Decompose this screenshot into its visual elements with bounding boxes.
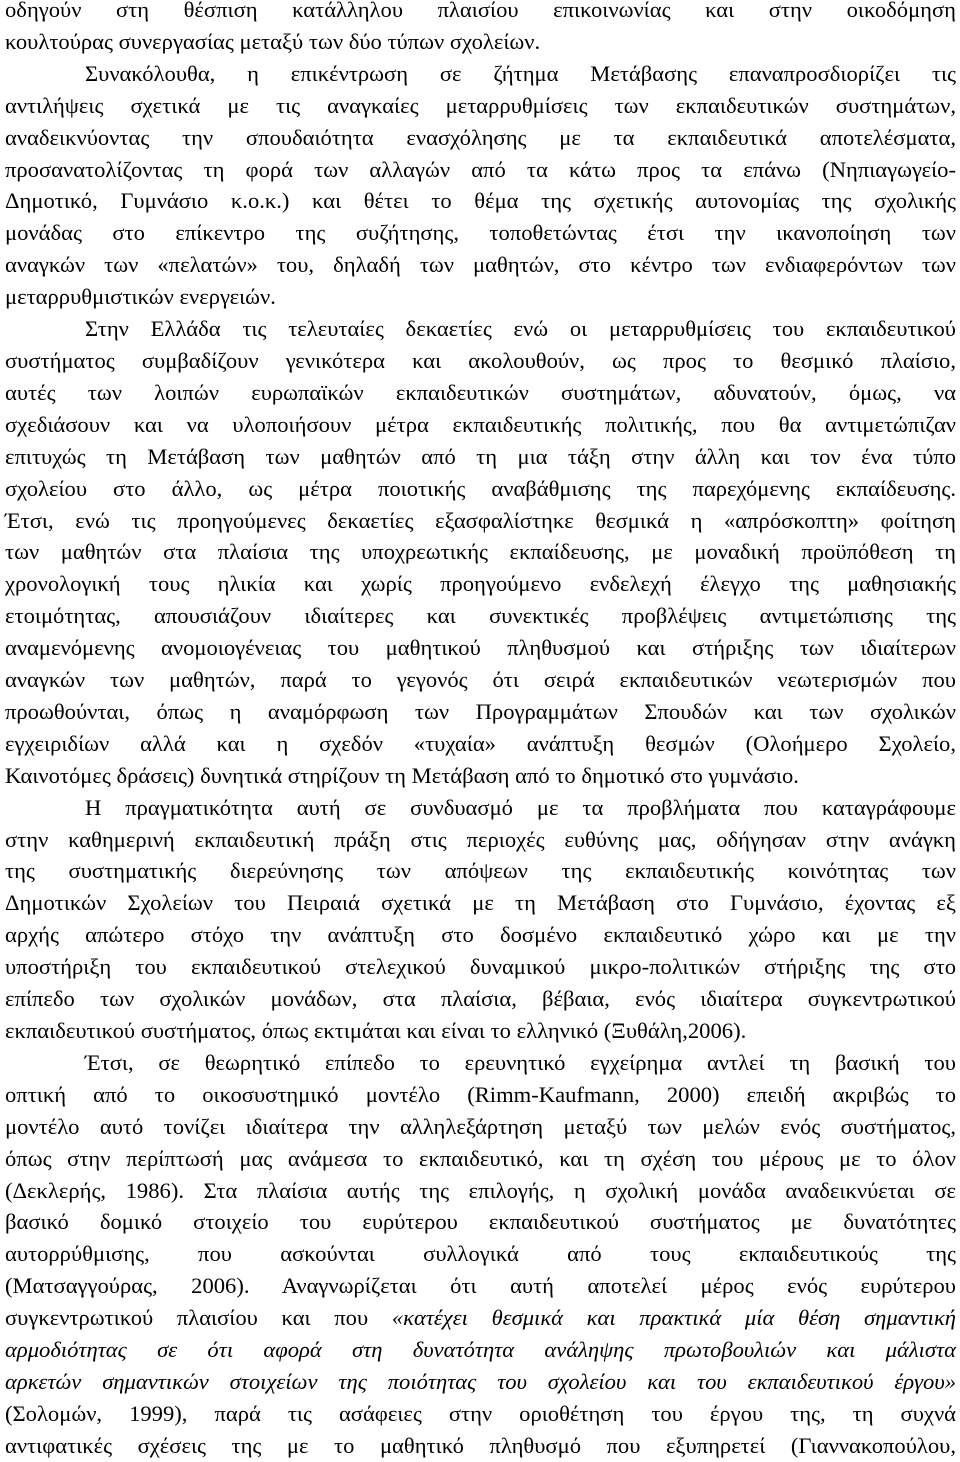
quote-italic: αρμοδιότητας σε ότι αφορά στη δυνατότητα ανάληψης πρωτοβουλιών και μάλιστα bbox=[5, 1337, 956, 1363]
text-line: (Δεκλερής, 1986). Στα πλαίσια αυτής της επιλογής, η σχολική μονάδα αναδεικνύεται σε bbox=[5, 1177, 956, 1203]
text-line: στην καθημερινή εκπαιδευτική πράξη στις περιοχές ευθύνης μας, οδήγησαν στην ανάγκη bbox=[5, 826, 956, 852]
text-line-with-quote bbox=[5, 1302, 956, 1334]
text-line: οδηγούν στη θέσπιση κατάλληλου πλαισίου επικοινωνίας και στην οικοδόμηση bbox=[5, 0, 956, 22]
text-line: επίπεδο των σχολικών μονάδων, στα πλαίσια, βέβαια, ενός ιδιαίτερα συγκεντρωτικού bbox=[5, 986, 956, 1012]
paragraph-theoretical-framework bbox=[5, 1047, 956, 1462]
text-line: χρονολογική τους ηλικία και χωρίς προηγούμενο ενδελεχή έλεγχο της μαθησιακής bbox=[5, 571, 956, 597]
text-line: επιτυχώς τη Μετάβαση των μαθητών από τη μια τάξη στην άλλη και τον ένα τύπο bbox=[5, 443, 956, 469]
quote-italic: αρκετών σημαντικών στοιχείων της ποιότητας του σχολείου και του εκπαιδευτικού έργου» bbox=[5, 1368, 956, 1394]
text-line: αυτές των λοιπών ευρωπαϊκών εκπαιδευτικών συστημάτων, αδυνατούν, όμως, να bbox=[5, 379, 956, 405]
text-line: βασικό δομικό στοιχείο του ευρύτερου εκπαιδευτικού συστήματος με δυνατότητες bbox=[5, 1209, 956, 1235]
text-line: σχεδιάσουν και να υλοποιήσουν μέτρα εκπαιδευτικής πολιτικής, που θα αντιμετώπιζαν bbox=[5, 411, 956, 437]
text-line: προσανατολίζοντας τη φορά των αλλαγών από τα κάτω προς τα επάνω (Νηπιαγωγείο- bbox=[5, 156, 956, 182]
text-line-italic bbox=[5, 1334, 956, 1366]
text-line: κουλτούρας συνεργασίας μεταξύ των δύο τύπων σχολείων. bbox=[5, 28, 541, 54]
text-line: Δημοτικών Σχολείων του Πειραιά σχετικά με τη Μετάβαση στο Γυμνάσιο, έχοντας εξ bbox=[5, 890, 956, 916]
text-line: των μαθητών στα πλαίσια της υποχρεωτικής εκπαίδευσης, με μοναδική προϋπόθεση τη bbox=[5, 539, 956, 565]
text-line: σχολείου στο άλλο, ως μέτρα ποιοτικής αναβάθμισης της παρεχόμενης εκπαίδευσης. bbox=[5, 475, 956, 501]
text-line: Έτσι, ενώ τις προηγούμενες δεκαετίες εξασφαλίστηκε θεσμικά η «απρόσκοπτη» φοίτηση bbox=[5, 507, 956, 533]
paragraph-transition-reforms bbox=[5, 58, 956, 313]
text-line: Συνακόλουθα, η επικέντρωση σε ζήτημα Μετάβασης επαναπροσδιορίζει τις bbox=[85, 60, 956, 86]
text-line: συστήματος συμβαδίζουν γενικότερα και ακολουθούν, ως προς το θεσμικό πλαίσιο, bbox=[5, 347, 956, 373]
text-line: Δημοτικό, Γυμνάσιο κ.ο.κ.) και θέτει το θέμα της σχετικής αυτονομίας της σχολικής bbox=[5, 188, 956, 214]
text-line: αναμενόμενης ανομοιογένειας του μαθητικού πληθυσμού και στήριξης των ιδιαίτερων bbox=[5, 635, 956, 661]
text-line: (Σολομών, 1999), παρά τις ασάφειες στην οριοθέτηση του έργου της, τη συχνά bbox=[5, 1400, 956, 1426]
text-line: Καινοτόμες δράσεις) δυνητικά στηρίζουν τη Μετάβαση από το δημοτικό στο γυμνάσιο. bbox=[5, 762, 799, 788]
text-line: της συστηματικής διερεύνησης των απόψεων της εκπαιδευτικής κοινότητας των bbox=[5, 858, 956, 884]
text-line: αναγκών των μαθητών, παρά το γεγονός ότι σειρά εκπαιδευτικών νεωτερισμών που bbox=[5, 667, 956, 693]
text-line: προωθούνται, όπως η αναμόρφωση των Προγραμμάτων Σπουδών και των σχολικών bbox=[5, 698, 956, 724]
text-line: εκπαιδευτικού συστήματος, όπως εκτιμάται και είναι το ελληνικό (Ξυθάλη,2006). bbox=[5, 1018, 747, 1043]
text-line: αναδεικνύοντας την σπουδαιότητα ενασχόλησης με τα εκπαιδευτικά αποτελέσματα, bbox=[5, 124, 956, 150]
text-line: αυτορρύθμισης, που ασκούνται συλλογικά από τους εκπαιδευτικούς της bbox=[5, 1241, 956, 1267]
text-segment: συγκεντρωτικού πλαισίου και που bbox=[5, 1305, 369, 1331]
text-line: οπτική από το οικοσυστημικό μοντέλο (Rimm-Kaufmann, 2000) επειδή ακριβώς το bbox=[5, 1081, 956, 1107]
text-line-italic bbox=[5, 1366, 956, 1398]
text-line: Στην Ελλάδα τις τελευταίες δεκαετίες ενώ οι μεταρρυθμίσεις του εκπαιδευτικού bbox=[85, 316, 956, 342]
text-line: Η πραγματικότητα αυτή σε συνδυασμό με τα προβλήματα που καταγράφουμε bbox=[85, 794, 956, 820]
text-line: εγχειριδίων αλλά και η σχεδόν «τυχαία» ανάπτυξη θεσμών (Ολοήμερο Σχολείο, bbox=[5, 730, 956, 756]
text-line: μεταρρυθμιστικών ενεργειών. bbox=[5, 284, 276, 310]
text-line: αναγκών των «πελατών» του, δηλαδή των μαθητών, στο κέντρο των ενδιαφερόντων των bbox=[5, 252, 956, 278]
text-line: μοντέλο αυτό τονίζει ιδιαίτερα την αλληλεξάρτηση μεταξύ των μελών ενός συστήματος, bbox=[5, 1113, 956, 1139]
text-line: ετοιμότητας, απουσιάζουν ιδιαίτερες και συνεκτικές προβλέψεις αντιμετώπισης της bbox=[5, 603, 956, 629]
paragraph-piraeus-research bbox=[5, 792, 956, 1047]
text-line: Έτσι, σε θεωρητικό επίπεδο το ερευνητικό εγχείρημα αντλεί τη βασική του bbox=[85, 1049, 956, 1075]
text-line: όπως στην περίπτωσή μας ανάμεσα το εκπαιδευτικό, και τη σχέση του μέρους με το όλον bbox=[5, 1145, 956, 1171]
text-line: αντιφατικές σχέσεις της με το μαθητικό πληθυσμό που εξυπηρετεί (Γιαννακοπούλου, bbox=[5, 1432, 956, 1458]
text-line: αρχής απώτερο στόχο την ανάπτυξη στο δοσμένο εκπαιδευτικό χώρο και με την bbox=[5, 922, 956, 948]
quote-italic: «κατέχει θεσμικά και πρακτικά μία θέση σημαντική bbox=[391, 1305, 957, 1331]
text-line: μονάδας στο επίκεντρο της συζήτησης, τοποθετώντας έτσι την ικανοποίηση των bbox=[5, 220, 956, 246]
text-line: υποστήριξη του εκπαιδευτικού στελεχικού δυναμικού μικρο-πολιτικών στήριξης της στο bbox=[5, 954, 956, 980]
paragraph-greece-reforms bbox=[5, 313, 956, 792]
paragraph-continuation bbox=[5, 0, 956, 58]
text-line: (Ματσαγγούρας, 2006). Αναγνωρίζεται ότι αυτή αποτελεί μέρος ενός ευρύτερου bbox=[5, 1273, 956, 1299]
text-line: αντιλήψεις σχετικά με τις αναγκαίες μεταρρυθμίσεις των εκπαιδευτικών συστημάτων, bbox=[5, 92, 956, 118]
